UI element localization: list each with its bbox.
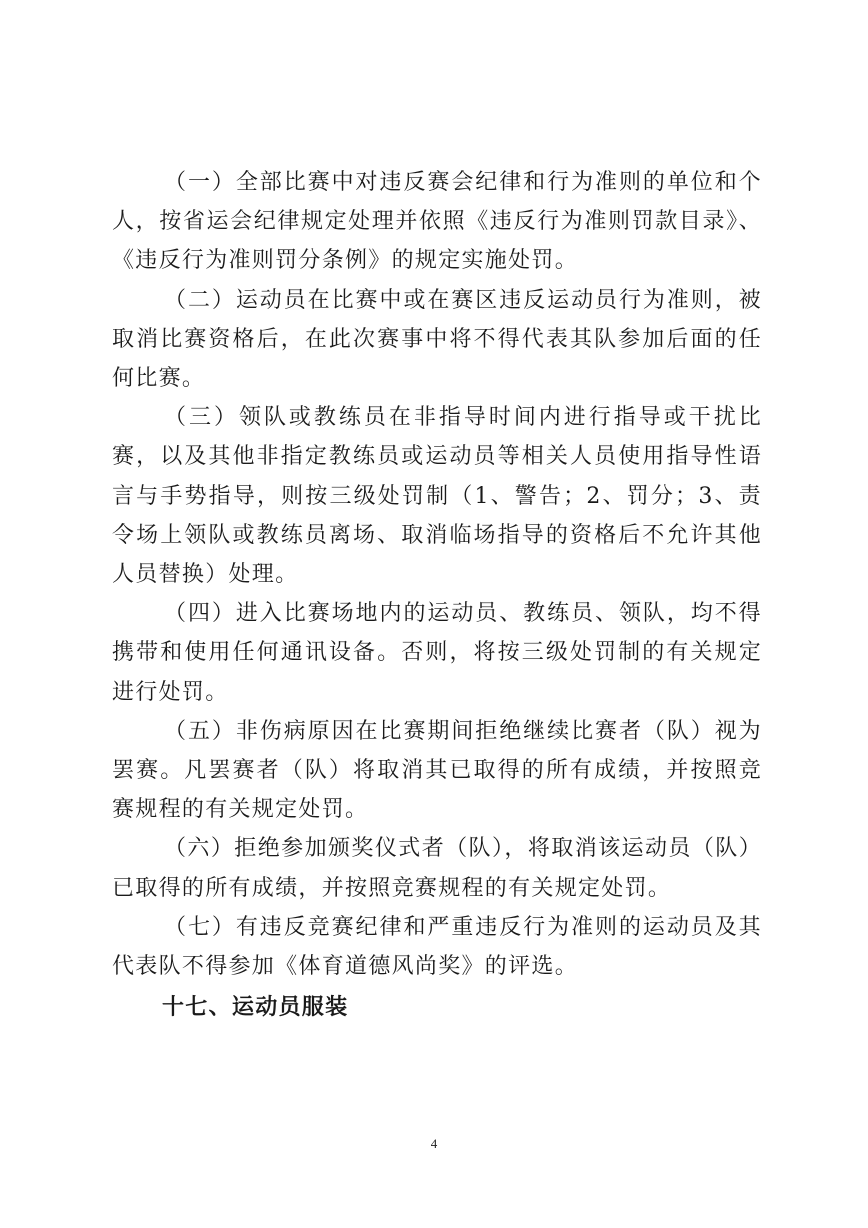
document-body: [112, 163, 762, 1027]
paragraph-disqualification: （二）运动员在比赛中或在赛区违反运动员行为准则，被取消比赛资格后，在此次赛事中将不得代表其队参加后面的任何比赛。: [112, 287, 762, 392]
paragraph-award-ceremony: （六）拒绝参加颁奖仪式者（队），将取消该运动员（队）已取得的所有成绩，并按照竞赛规程的有关规定处罚。: [112, 836, 762, 901]
paragraph-penalty-general: （一）全部比赛中对违反赛会纪律和行为准则的单位和个人，按省运会纪律规定处理并依照《违反行为准则罚款目录》、《违反行为准则罚分条例》的规定实施处罚。: [112, 170, 762, 274]
paragraph-sportsmanship-award: （七）有违反竞赛纪律和严重违反行为准则的运动员及其代表队不得参加《体育道德风尚奖》的评选。: [112, 914, 762, 980]
paragraph-communication-devices: （四）进入比赛场地内的运动员、教练员、领队，均不得携带和使用任何通讯设备。否则，将按三级处罚制的有关规定进行处罚。: [112, 601, 762, 705]
page-number: 4: [430, 1136, 438, 1151]
paragraph-coaching-interference: （三）领队或教练员在非指导时间内进行指导或干扰比赛，以及其他非指定教练员或运动员等相关人员使用指导性语言与手势指导，则按三级处罚制（1、警告；2、罚分；3、责令场上领队或教练员离场、取消临场指导的资格后不允许其他人员替换）处理。: [112, 405, 762, 588]
section-heading: 十七、运动员服装: [162, 995, 349, 1021]
paragraph-strike: （五）非伤病原因在比赛期间拒绝继续比赛者（队）视为罢赛。凡罢赛者（队）将取消其已取得的所有成绩，并按照竞赛规程的有关规定处罚。: [112, 718, 762, 823]
